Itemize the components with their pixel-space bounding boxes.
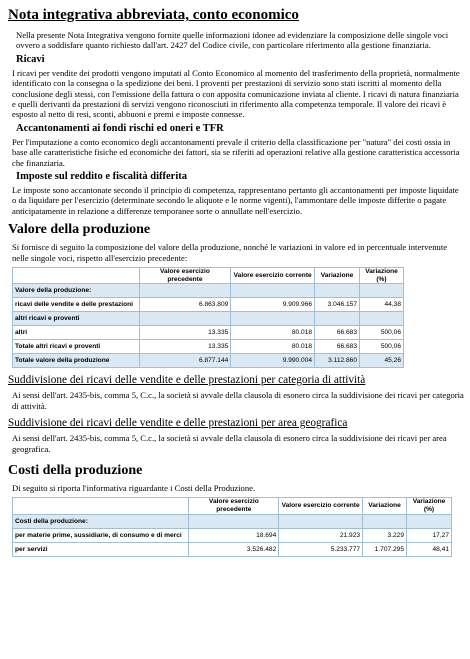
valore-paragraph: Si fornisce di seguito la composizione del valore della produzione, nonché le variazioni in valore ed in percentuale intervenute nelle singole voci, rispetto all'esercizio precedente: (12, 242, 448, 263)
table-header: Variazione (315, 268, 360, 284)
table-header: Variazione (363, 498, 407, 514)
table-header (13, 268, 140, 284)
costi-heading: Costi della produzione (8, 462, 143, 478)
suddivisione-area-heading: Suddivisione dei ricavi delle vendite e delle prestazioni per area geografica (8, 417, 348, 430)
accantonamenti-heading: Accantonamenti ai fondi rischi ed oneri e TFR (16, 122, 224, 134)
table-row: Costi della produzione: (13, 514, 452, 528)
table-row: Valore della produzione: (13, 284, 404, 298)
table-header: Valore esercizio precedente (189, 498, 279, 514)
valore-table (12, 267, 404, 368)
document-page (8, 6, 464, 557)
table-header: Valore esercizio precedente (139, 268, 231, 284)
suddivisione-attivita-heading: Suddivisione dei ricavi delle vendite e delle prestazioni per categoria di attività (8, 374, 366, 387)
ricavi-paragraph: I ricavi per vendite dei prodotti vengono imputati al Conto Economico al momento del trasferimento della proprietà, normalmente identificato con la consegna o la spedizione dei beni. I proventi per prestazioni di servizio sono stati iscritti al momento della conclusione degli stessi, con l'emissione della fattura o con apposita comunicazione inviata al cliente. I ricavi di natura finanziaria e quelli derivanti da prestazioni di servizi vengono riconosciuti in riferimento alla competenza temporale. Il valore dei ricavi è esposto al netto di resi, sconti, abbuoni e premi e imposte connesse. (12, 67, 460, 120)
imposte-paragraph: Le imposte sono accantonate secondo il principio di competenza, rappresentano pertanto gli accantonamenti per imposte liquidate o da liquidare per l'esercizio (determinate secondo le aliquote e le norme vigenti), l'ammontare delle imposte differite o pagate anticipatamente in relazione a differenze temporanee sorte o annullate nell'esercizio. (12, 185, 459, 216)
table-row: Totale altri ricavi e proventi 13.335 80.018 66.683 500,06 (13, 340, 404, 354)
table-row: per servizi 3.526.482 5.233.777 1.707.295 48,41 (13, 542, 452, 556)
table-header: Valore esercizio corrente (231, 268, 315, 284)
table-header: Valore esercizio corrente (279, 498, 363, 514)
table-header (13, 498, 189, 514)
accantonamenti-paragraph: Per l'imputazione a conto economico degli accantonamenti prevale il criterio della classificazione per "natura" dei costi ossia in base alle caratteristiche fisiche ed economiche dei fattori, sia se riferiti ad operazioni relative alla gestione caratteristica accessoria che finanziaria. (12, 136, 460, 168)
imposte-heading: Imposte sul reddito e fiscalità differita (16, 171, 187, 183)
table-header: Variazione (%) (407, 498, 452, 514)
table-header: Variazione (%) (360, 268, 404, 284)
costi-table (12, 497, 452, 556)
costi-paragraph: Di seguito si riporta l'informativa riguardante i Costi della Produzione. (12, 482, 256, 493)
suddivisione-attivita-paragraph: Ai sensi dell'art. 2435-bis, comma 5, C.c., la società si avvale della clausola di esonero circa la suddivisione dei ricavi per categoria di attività. (12, 390, 464, 411)
table-row: per materie prime, sussidiarie, di consumo e di merci 18.694 21.923 3.229 17,27 (13, 528, 452, 542)
ricavi-heading: Ricavi (16, 53, 45, 65)
table-row: Totale valore della produzione 6.877.144 9.990.004 3.112.860 45,26 (13, 354, 404, 368)
table-row: altri ricavi e proventi (13, 312, 404, 326)
table-row: ricavi delle vendite e delle prestazioni 6.863.809 9.909.966 3.046.157 44,38 (13, 298, 404, 312)
valore-heading: Valore della produzione (8, 222, 151, 238)
intro-paragraph: Nella presente Nota Integrativa vengono fornite quelle informazioni idonee ad evidenziare la composizione delle singole voci ovvero a soddisfare quanto richiesto dall'art. 2427 del Codice civile, con particolare riferimento alla gestione finanziaria. (16, 30, 449, 51)
table-row: altri 13.335 80.018 66.683 500,06 (13, 326, 404, 340)
suddivisione-area-paragraph: Ai sensi dell'art. 2435-bis, comma 5, C.c., la società si avvale della clausola di esonero circa la suddivisione dei ricavi per area geografica. (12, 433, 447, 454)
page-title: Nota integrativa abbreviata, conto economico (8, 7, 299, 23)
